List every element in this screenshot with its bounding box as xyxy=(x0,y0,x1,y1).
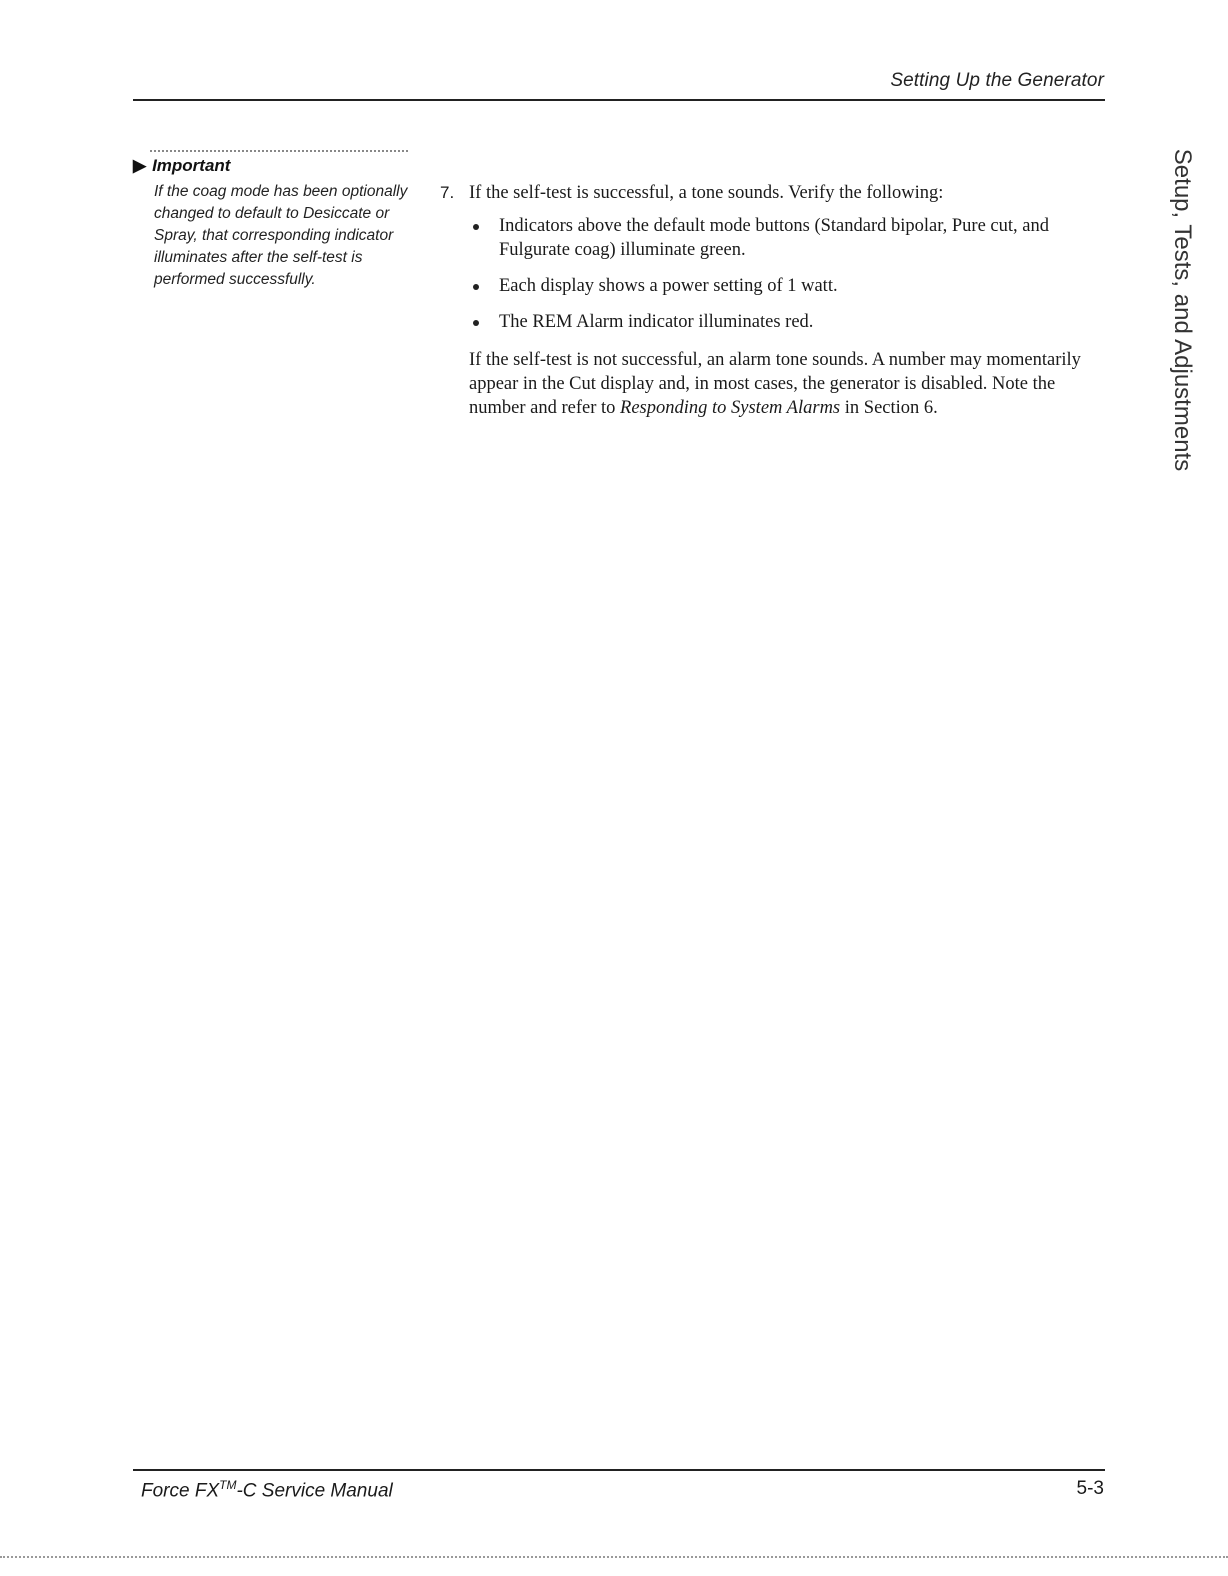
step-number: 7. xyxy=(440,183,455,202)
failure-text: If the self-test is not successful, an alarm tone sounds. A number may momentarily appear in the Cut display and, in most cases, the generator is disabled. Note the number and refer to xyxy=(469,350,1081,418)
note-divider xyxy=(150,150,408,152)
important-note-heading xyxy=(133,156,230,176)
trademark-sup: TM xyxy=(219,1478,237,1492)
section-side-tab xyxy=(1160,148,1204,472)
manual-title-prefix: Force FX xyxy=(141,1480,220,1502)
triangle-right-icon: ▶ xyxy=(133,156,147,175)
side-tab-label: Setup, Tests, and Adjustments xyxy=(1169,148,1196,472)
failure-paragraph xyxy=(469,348,1109,420)
list-item: Each display shows a power setting of 1 watt. xyxy=(468,274,1108,298)
footer-rule xyxy=(133,1469,1105,1471)
list-item: Indicators above the default mode buttons (Standard bipolar, Pure cut, and Fulgurate coag) illuminate green. xyxy=(468,214,1108,262)
list-item: The REM Alarm indicator illuminates red. xyxy=(468,310,1108,334)
step-text: If the self-test is successful, a tone sounds. Verify the following: xyxy=(469,183,944,203)
header-rule xyxy=(133,99,1105,101)
scan-edge-line xyxy=(0,1556,1228,1558)
page-number: 5-3 xyxy=(1076,1478,1104,1499)
manual-title xyxy=(141,1478,393,1502)
cross-reference: Responding to System Alarms xyxy=(620,398,841,418)
manual-title-suffix: -C Service Manual xyxy=(236,1480,393,1502)
verification-list xyxy=(468,214,1108,346)
running-header: Setting Up the Generator xyxy=(890,70,1104,91)
important-label: Important xyxy=(152,156,231,175)
important-note-text: If the coag mode has been optionally changed to default to Desiccate or Spray, that corresponding indicator illuminates after the self-test is performed successfully. xyxy=(154,183,408,288)
failure-text-end: in Section 6. xyxy=(840,398,938,418)
